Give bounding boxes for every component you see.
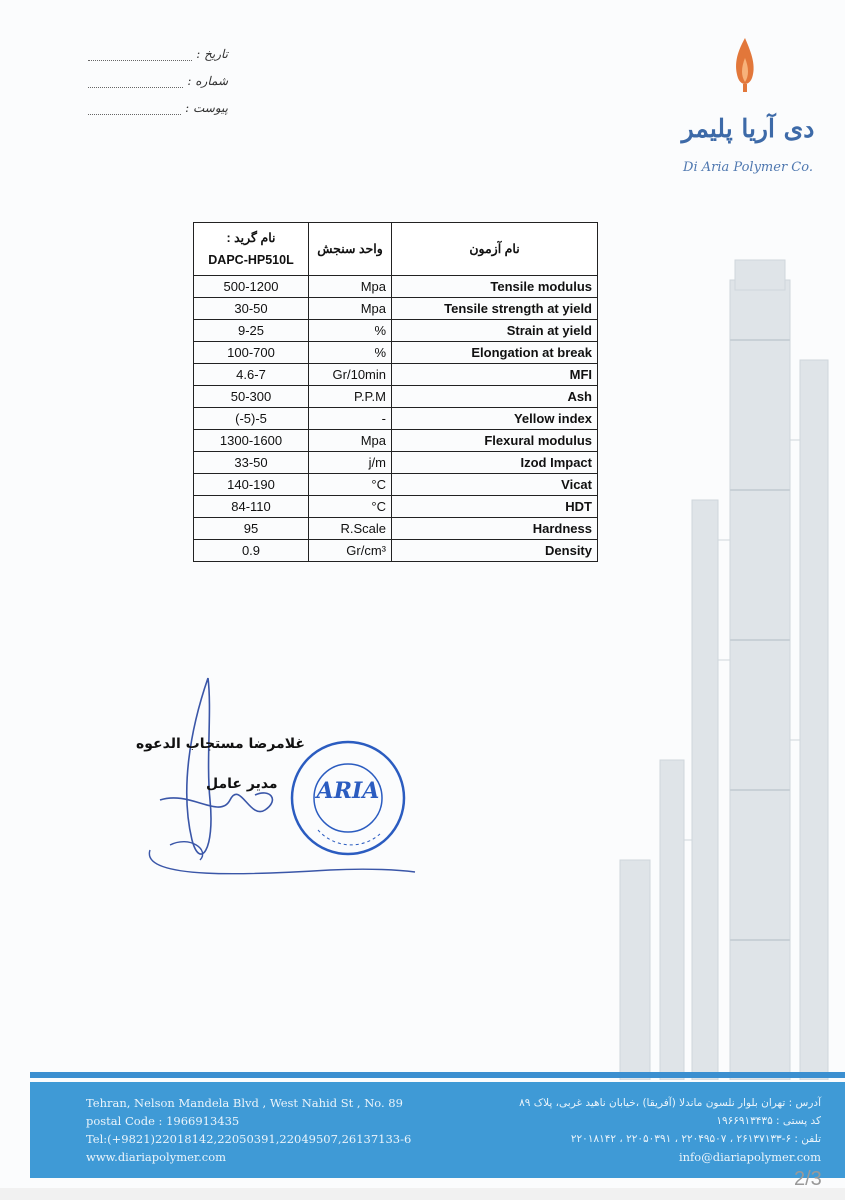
header-fields [88, 34, 228, 115]
unit-cell: °C [309, 496, 392, 518]
table-row [194, 342, 598, 364]
footer-postal-en: postal Code : 1966913435 [86, 1114, 240, 1128]
unit-cell: °C [309, 474, 392, 496]
test-name-cell: Vicat [392, 474, 598, 496]
unit-cell: Mpa [309, 430, 392, 452]
value-cell: 84-110 [194, 496, 309, 518]
date-line [88, 46, 192, 61]
footer-stripe [30, 1072, 845, 1078]
value-cell: 30-50 [194, 298, 309, 320]
footer-address-en: Tehran, Nelson Mandela Blvd , West Nahid St , No. 89 [86, 1096, 403, 1110]
footer-address-fa: آدرس : تهران بلوار نلسون ماندلا (آفریقا) ،خیابان ناهید غربی، پلاک ۸۹ [519, 1097, 821, 1109]
signatory-role: مدیر عامل [206, 776, 278, 792]
number-label: شماره : [187, 74, 228, 88]
table-row [194, 408, 598, 430]
test-name-cell: HDT [392, 496, 598, 518]
table-row [194, 276, 598, 298]
attachment-label: پیوست : [185, 101, 228, 115]
company-stamp [288, 738, 408, 858]
value-cell: 0.9 [194, 540, 309, 562]
test-name-cell: Flexural modulus [392, 430, 598, 452]
footer-contact-fa [519, 1094, 821, 1166]
grade-title: نام گرید : [226, 231, 276, 245]
value-cell: 1300-1600 [194, 430, 309, 452]
unit-header: واحد سنجش [309, 223, 392, 276]
unit-cell: P.P.M [309, 386, 392, 408]
number-line [88, 73, 183, 88]
signatory-name: غلامرضا مستجاب الدعوه [136, 736, 305, 752]
unit-cell: % [309, 342, 392, 364]
table-row [194, 364, 598, 386]
table-row [194, 540, 598, 562]
table-row [194, 430, 598, 452]
flame-icon [732, 36, 758, 92]
test-name-cell: Tensile strength at yield [392, 298, 598, 320]
refinery-tower-watermark [600, 240, 845, 1080]
footer-band [30, 1082, 845, 1178]
grade-code: DAPC-HP510L [208, 253, 294, 267]
value-cell: 100-700 [194, 342, 309, 364]
test-name-cell: Ash [392, 386, 598, 408]
value-cell: (-5)-5 [194, 408, 309, 430]
unit-cell: - [309, 408, 392, 430]
attachment-line [88, 100, 181, 115]
table-header-row [194, 223, 598, 276]
footer-postal-fa: کد پستی : ۱۹۶۶۹۱۳۴۳۵ [716, 1115, 821, 1127]
test-name-cell: Elongation at break [392, 342, 598, 364]
test-name-cell: Yellow index [392, 408, 598, 430]
stamp-text: ARIA [316, 778, 380, 804]
unit-cell: j/m [309, 452, 392, 474]
test-name-cell: Tensile modulus [392, 276, 598, 298]
table-row [194, 452, 598, 474]
test-name-cell: Density [392, 540, 598, 562]
footer-contact-en [86, 1094, 411, 1166]
footer-website[interactable]: www.diariapolymer.com [86, 1150, 227, 1164]
number-field [88, 61, 228, 88]
test-name-cell: Strain at yield [392, 320, 598, 342]
value-cell: 140-190 [194, 474, 309, 496]
unit-cell: % [309, 320, 392, 342]
spec-table [193, 222, 598, 562]
table-row [194, 496, 598, 518]
table-row [194, 298, 598, 320]
logo-name-en: Di Aria Polymer Co. [683, 160, 813, 175]
grade-header [194, 223, 309, 276]
test-name-cell: MFI [392, 364, 598, 386]
value-cell: 50-300 [194, 386, 309, 408]
value-cell: 9-25 [194, 320, 309, 342]
unit-cell: Mpa [309, 276, 392, 298]
unit-cell: R.Scale [309, 518, 392, 540]
footer-tel-en: Tel:(+9821)22018142,22050391,22049507,26137133-6 [86, 1132, 412, 1146]
unit-cell: Gr/10min [309, 364, 392, 386]
date-field [88, 34, 228, 61]
logo-name-fa: دی آریا پلیمر [681, 114, 815, 143]
footer-tel-fa: تلفن : ۶-۲۶۱۳۷۱۳۳ ، ۲۲۰۴۹۵۰۷ ، ۲۲۰۵۰۳۹۱ ، ۲۲۰۱۸۱۴۲ [570, 1133, 821, 1145]
footer-email[interactable]: info@diariapolymer.com [678, 1150, 821, 1164]
test-name-cell: Izod Impact [392, 452, 598, 474]
attachment-field [88, 88, 228, 115]
table-row [194, 320, 598, 342]
test-header: نام آزمون [392, 223, 598, 276]
test-name-cell: Hardness [392, 518, 598, 540]
page-number: 2/3 [794, 1168, 822, 1190]
value-cell: 4.6-7 [194, 364, 309, 386]
unit-cell: Gr/cm³ [309, 540, 392, 562]
table-row [194, 474, 598, 496]
company-logo [668, 36, 828, 186]
value-cell: 500-1200 [194, 276, 309, 298]
date-label: تاریخ : [196, 47, 228, 61]
table-row [194, 518, 598, 540]
value-cell: 33-50 [194, 452, 309, 474]
unit-cell: Mpa [309, 298, 392, 320]
table-row [194, 386, 598, 408]
page-bottom-edge [0, 1188, 845, 1200]
value-cell: 95 [194, 518, 309, 540]
